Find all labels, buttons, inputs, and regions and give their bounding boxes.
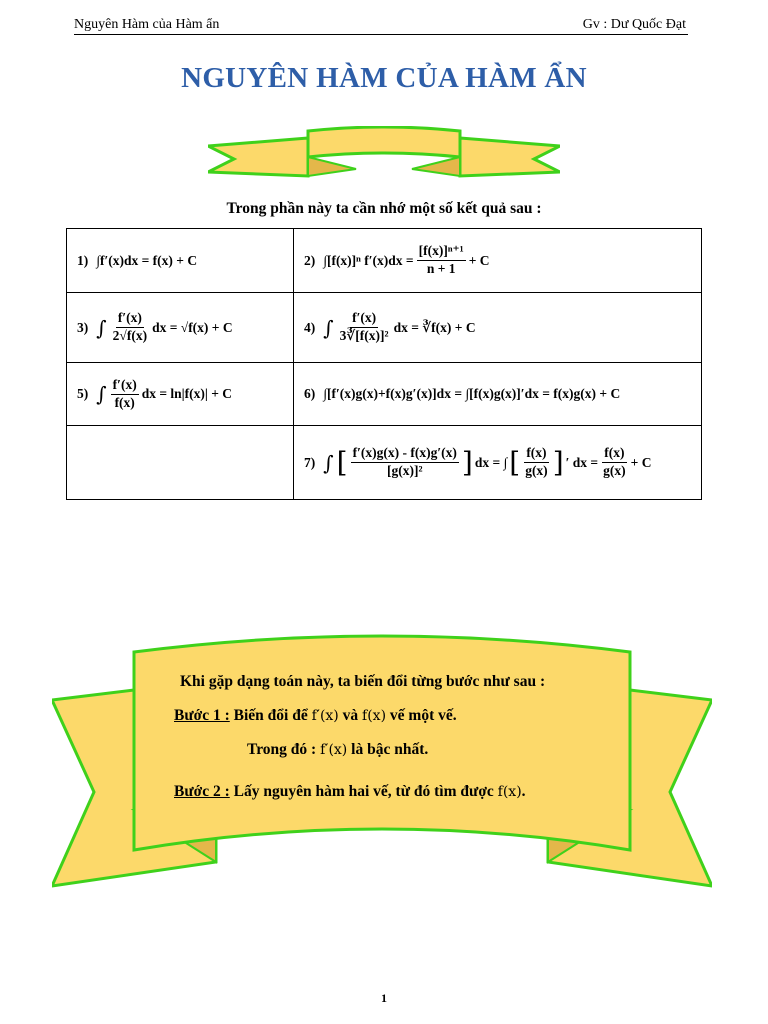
page-number: 1 (381, 991, 387, 1005)
formula-2: 2) ∫[f(x)]ⁿ f′(x)dx = $\frac{\text{[f(x)]ⁿ⁺¹}}{n + 1}$ + C (294, 229, 702, 293)
instruction-ribbon-icon (52, 632, 712, 896)
formula-1: 1) ∫f′(x)dx = f(x) + C (67, 229, 294, 293)
step-1-note: Trong đó : f′(x) là bậc nhất. (247, 741, 429, 758)
ribbon-banner-icon (208, 126, 560, 178)
formula-7: 7) ∫ [ $\frac{f'(x)g(x) - f(x)g'(x)}{\text{[g(x)]²}}$ ] dx = ∫ [ $\frac{f(x)}{g(x)}$ ] ′ dx = $\frac{f(x)}{g(x)}$ + C (294, 426, 702, 500)
step-2: Bước 2 : Lấy nguyên hàm hai vế, từ đó tìm được f(x). (174, 783, 526, 800)
formula-3: 3) ∫ $\frac{f'(x)}{2√f(x)}$ dx = √f(x) + C (67, 293, 294, 363)
intro-text: Trong phần này ta cần nhớ một số kết quả sau : (226, 200, 542, 217)
header-divider (74, 34, 688, 35)
page-title: NGUYÊN HÀM CỦA HÀM ẨN (181, 62, 587, 94)
formula-table (66, 228, 702, 500)
empty-cell (67, 426, 294, 500)
header-left: Nguyên Hàm của Hàm ẩn (74, 17, 220, 32)
box-intro: Khi gặp dạng toán này, ta biến đổi từng bước như sau : (180, 673, 546, 690)
header-right: Gv : Dư Quốc Đạt (582, 17, 686, 32)
formula-6: 6) ∫[f′(x)g(x)+f(x)g′(x)]dx = ∫[f(x)g(x)]′dx = f(x)g(x) + C (294, 363, 702, 426)
step-1: Bước 1 : Biến đổi để f′(x) và f(x) vế một vế. (174, 707, 457, 724)
formula-5: 5) ∫ $\frac{f'(x)}{f(x)}$ dx = ln|f(x)| + C (67, 363, 294, 426)
formula-4: 4) ∫ $\frac{f'(x)}{\text{3∛[f(x)]²}}$ dx = ∛f(x) + C (294, 293, 702, 363)
